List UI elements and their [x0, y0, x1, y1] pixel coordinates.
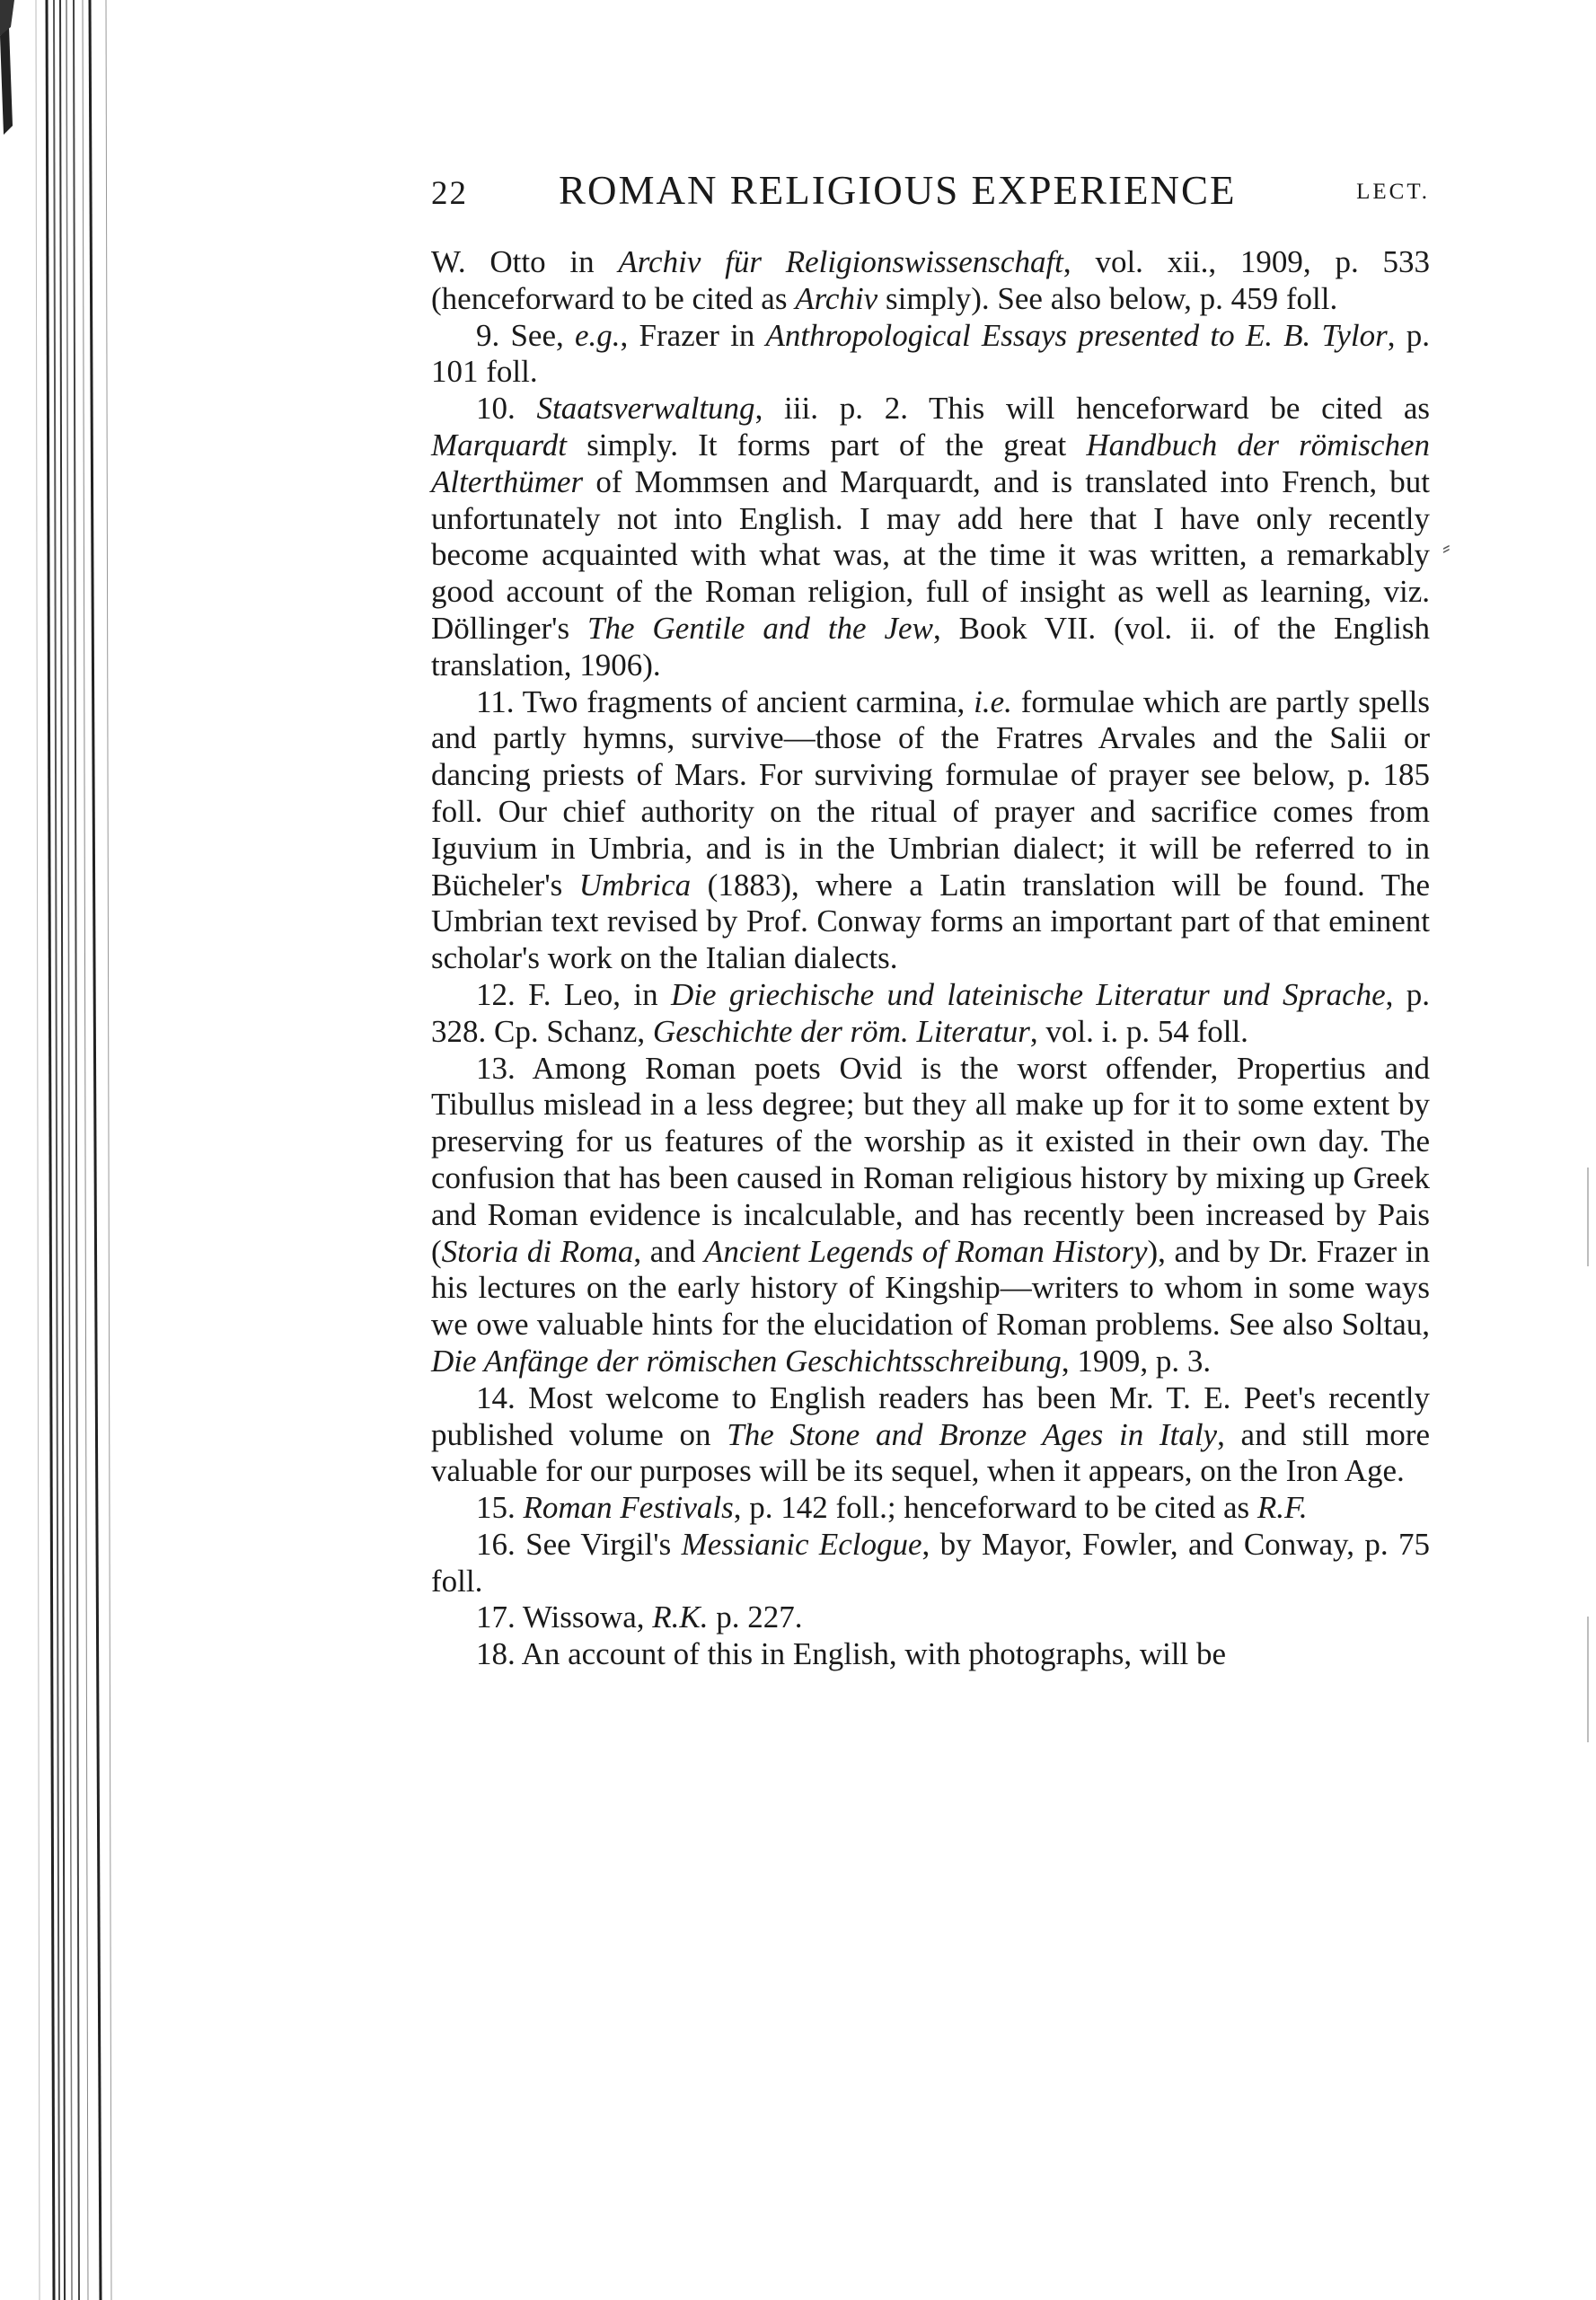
- note-title: Geschichte der röm. Literatur: [652, 1013, 1030, 1049]
- note-17: [431, 1599, 1430, 1636]
- note-text: , vol. i. p. 54 foll.: [1029, 1013, 1248, 1049]
- note-text: W. Otto in: [431, 244, 619, 279]
- note-text: , vol. xii., 1909, p. 533 (henceforward to be cited as: [431, 244, 1430, 316]
- note-text: 15.: [476, 1490, 524, 1526]
- note-14: [431, 1380, 1430, 1490]
- running-head: [431, 167, 1430, 221]
- note-text: 14. Most welcome to English readers has been Mr. T. E. Peet's recently published volume on: [431, 1379, 1430, 1452]
- note-8-continued: [431, 244, 1430, 318]
- binding-edge: [0, 0, 126, 2300]
- note-text: , p. 142 foll.; henceforward to be cited as: [733, 1490, 1257, 1526]
- note-text: , p. 101 foll.: [431, 317, 1430, 390]
- note-text: of Mommsen and Marquardt, and is translated into French, but unfortunately not into English. I may add here that I have only recently become acquainted with what was, at the time it was written, a remarkably good account of the Roman religion, full of insight as well as learning, viz. Döllinger's: [431, 463, 1430, 646]
- note-title: e.g.: [574, 317, 621, 353]
- note-text: 10.: [476, 391, 537, 427]
- note-10: [431, 391, 1430, 683]
- note-title: Messianic Eclogue: [681, 1526, 922, 1562]
- note-text: 17. Wissowa,: [476, 1599, 653, 1635]
- note-9: [431, 318, 1430, 392]
- note-title: Archiv für Religionswissenschaft: [618, 244, 1063, 279]
- marginal-mark: ⸗: [1442, 534, 1451, 560]
- note-11: [431, 684, 1430, 977]
- note-13: [431, 1051, 1430, 1380]
- note-text: simply. It forms part of the great: [567, 427, 1087, 463]
- note-title: Storia di Roma: [441, 1233, 634, 1269]
- note-text: 13. Among Roman poets Ovid is the worst offender, Propertius and Tibullus mislead in a less degree; but they all make up for it to some extent by preserving for us features of the worship as it existed in their own day. The confusion that has been caused in Roman religious history by mixing up Greek and Roman evidence is incalculable, and has recently been increased by Pais (: [431, 1050, 1430, 1269]
- note-text: , by Mayor, Fowler, and Conway, p. 75 foll.: [431, 1526, 1430, 1599]
- note-title: Anthropological Essays presented to E. B. Tylor: [765, 317, 1388, 353]
- note-15: [431, 1490, 1430, 1527]
- note-title: Die Anfänge der römischen Geschichtsschreibung: [431, 1343, 1062, 1379]
- note-text: , iii. p. 2. This will henceforward be cited as: [754, 391, 1431, 427]
- note-text: 18. An account of this in English, with photographs, will be: [476, 1636, 1227, 1672]
- note-title: Handbuch der römischen Alterthümer: [431, 427, 1430, 499]
- note-title: i.e.: [974, 683, 1012, 719]
- note-text: formulae which are partly spells and partly hymns, survive—those of the Fratres Arvales and the Salii or dancing priests of Mars. For surviving formulae of prayer see below, p. 185 foll. Our chief authority on the ritual of prayer and sacrifice comes from Iguvium in Umbria, and is in the Umbrian dialect; it will be referred to in Bücheler's: [431, 683, 1430, 903]
- note-12: [431, 977, 1430, 1051]
- note-text: 16. See Virgil's: [476, 1526, 682, 1562]
- note-text: , 1909, p. 3.: [1061, 1343, 1212, 1379]
- note-18: [431, 1636, 1430, 1673]
- note-16: [431, 1527, 1430, 1600]
- note-title: Staatsverwaltung: [536, 391, 755, 427]
- note-title: Umbrica: [578, 867, 692, 903]
- note-text: simply). See also below, p. 459 foll.: [877, 280, 1338, 316]
- right-edge-mark: [1587, 1617, 1589, 1742]
- book-title: ROMAN RELIGIOUS EXPERIENCE: [559, 168, 1237, 213]
- note-text: , Book VII. (vol. ii. of the English translation, 1906).: [431, 610, 1430, 683]
- note-title: R.F.: [1257, 1490, 1308, 1526]
- note-title: Archiv: [795, 280, 878, 316]
- note-title: Ancient Legends of Roman History: [703, 1233, 1148, 1269]
- notes-body: [431, 244, 1430, 1673]
- note-text: , and still more valuable for our purposes will be its sequel, when it appears, on the Iron Age.: [431, 1416, 1430, 1489]
- note-title: Marquardt: [431, 427, 568, 463]
- note-text: 9. See,: [476, 317, 575, 353]
- note-text: 11. Two fragments of ancient carmina,: [476, 683, 974, 719]
- note-text: , Frazer in: [620, 317, 766, 353]
- note-text: (1883), where a Latin translation will be found. The Umbrian text revised by Prof. Conway forms an important part of that eminent scholar's work on the Italian dialects.: [431, 867, 1430, 976]
- note-title: The Stone and Bronze Ages in Italy: [727, 1416, 1218, 1452]
- note-text: ), and by Dr. Frazer in his lectures on the early history of Kingship—writers to whom in some ways we owe valuable hints for the elucidation of Roman problems. See also Soltau,: [431, 1233, 1430, 1343]
- right-edge-mark: [1587, 1168, 1589, 1266]
- note-title: R.K.: [652, 1599, 709, 1635]
- page-number: 22: [431, 175, 468, 212]
- note-text: p. 227.: [708, 1599, 803, 1635]
- note-text: 12. F. Leo, in: [476, 976, 671, 1012]
- section-label: LECT.: [1356, 180, 1430, 204]
- note-text: , p. 328. Cp. Schanz,: [431, 976, 1430, 1049]
- note-title: The Gentile and the Jew: [587, 610, 933, 646]
- note-title: Die griechische und lateinische Literatur und Sprache: [670, 976, 1386, 1012]
- note-title: Roman Festivals: [523, 1490, 734, 1526]
- note-text: , and: [633, 1233, 704, 1269]
